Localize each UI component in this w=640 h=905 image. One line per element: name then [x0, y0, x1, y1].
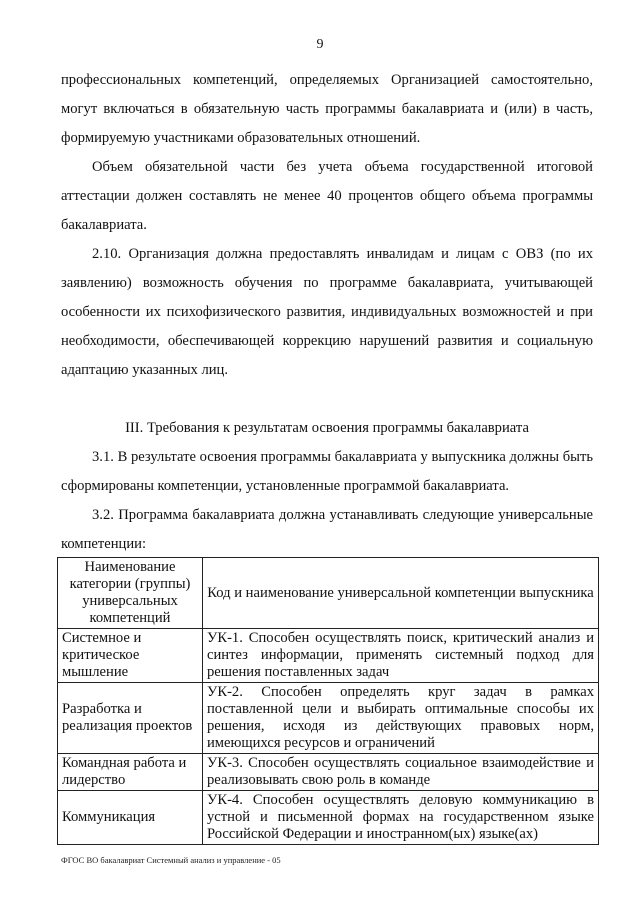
- table-row: [58, 791, 599, 845]
- paragraph-3-2: 3.2. Программа бакалавриата должна устанавливать следующие универсальные компетенции:: [61, 507, 593, 552]
- universal-competences-table: [57, 557, 599, 845]
- table-row: [58, 629, 599, 683]
- table-cell-competence: УК-4. Способен осуществлять деловую коммуникацию в устной и письменной формах на государственном языке Российской Федерации и иностранном(ых) языке(ах): [203, 791, 599, 845]
- table-row: [58, 683, 599, 754]
- table-cell-competence: УК-2. Способен определять круг задач в рамках поставленной цели и выбирать оптимальные способы их решения, исходя из действующих правовых норм, имеющихся ресурсов и ограничений: [203, 683, 599, 754]
- paragraph-2-10: 2.10. Организация должна предоставлять инвалидам и лицам с ОВЗ (по их заявлению) возможность обучения по программе бакалавриата, учитывающей особенности их психофизического развития, индивидуальных возможностей и при необходимости, обеспечивающей коррекцию нарушений развития и социальную адаптацию указанных лиц.: [61, 246, 593, 378]
- table-header-row: [58, 558, 599, 629]
- table-header-category: Наименование категории (группы) универсальных компетенций: [58, 558, 203, 629]
- page-number: 9: [316, 37, 324, 52]
- table-cell-competence: УК-3. Способен осуществлять социальное взаимодействие и реализовывать свою роль в команде: [203, 754, 599, 791]
- table-cell-category: Коммуникация: [58, 791, 203, 845]
- paragraph-mandatory-part: Объем обязательной части без учета объема государственной итоговой аттестации должен составлять не менее 40 процентов общего объема программы бакалавриата.: [61, 159, 593, 233]
- table-cell-category: Системное и критическое мышление: [58, 629, 203, 683]
- table-row: [58, 754, 599, 791]
- table-header-competence: Код и наименование универсальной компетенции выпускника: [203, 558, 599, 629]
- document-body: [61, 66, 593, 559]
- table-cell-competence: УК-1. Способен осуществлять поиск, критический анализ и синтез информации, применять системный подход для решения поставленных задач: [203, 629, 599, 683]
- table-cell-category: Разработка и реализация проектов: [58, 683, 203, 754]
- paragraph-3-1: 3.1. В результате освоения программы бакалавриата у выпускника должны быть сформированы компетенции, установленные программой бакалавриата.: [61, 449, 593, 494]
- table-cell-category: Командная работа и лидерство: [58, 754, 203, 791]
- section-title: III. Требования к результатам освоения программы бакалавриата: [125, 420, 529, 436]
- page-footer: ФГОС ВО бакалавриат Системный анализ и управление - 05: [61, 855, 281, 865]
- paragraph-continuation: профессиональных компетенций, определяемых Организацией самостоятельно, могут включаться в обязательную часть программы бакалавриата и (или) в часть, формируемую участниками образовательных отношений.: [61, 72, 593, 146]
